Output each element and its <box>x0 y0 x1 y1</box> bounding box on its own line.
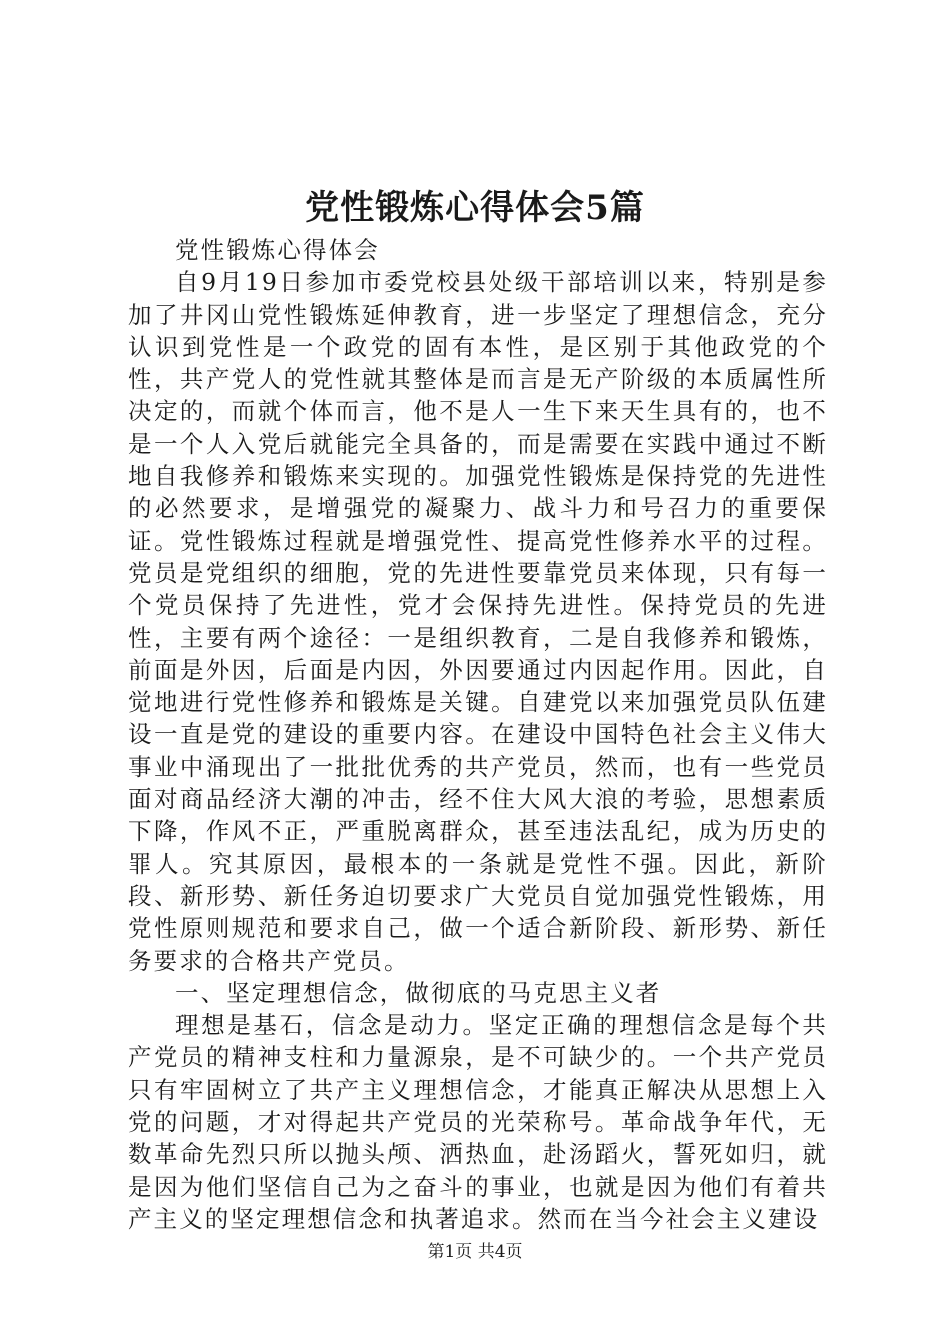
body-paragraph: 自9月19日参加市委党校县处级干部培训以来，特别是参加了井冈山党性锻炼延伸教育，进一步坚定了理想信念，充分认识到党性是一个政党的固有本性，是区别于其他政党的个性，共产党人的党性就其整体是而言是无产阶级的本质属性所决定的，而就个体而言，他不是人一生下来天生具有的，也不是一个人入党后就能完全具备的，而是需要在实践中通过不断地自我修养和锻炼来实现的。加强党性锻炼是保持党的先进性的必然要求，是增强党的凝聚力、战斗力和号召力的重要保证。党性锻炼过程就是增强党性、提高党性修养水平的过程。党员是党组织的细胞，党的先进性要靠党员来体现，只有每一个党员保持了先进性，党才会保持先进性。保持党员的先进性，主要有两个途径：一是组织教育，二是自我修养和锻炼，前面是外因，后面是内因，外因要通过内因起作用。因此，自觉地进行党性修养和锻炼是关键。自建党以来加强党员队伍建设一直是党的建设的重要内容。在建设中国特色社会主义伟大事业中涌现出了一批批优秀的共产党员，然而，也有一些党员面对商品经济大潮的冲击，经不住大风大浪的考验，思想素质下降，作风不正，严重脱离群众，甚至违法乱纪，成为历史的罪人。究其原因，最根本的一条就是党性不强。因此，新阶段、新形势、新任务迫切要求广大党员自觉加强党性锻炼，用党性原则规范和要求自己，做一个适合新阶段、新形势、新任务要求的合格共产党员。 <box>128 268 828 975</box>
section-subtitle: 党性锻炼心得体会 <box>175 236 380 264</box>
section-heading: 一、坚定理想信念，做彻底的马克思主义者 <box>175 978 662 1007</box>
document-title: 党性锻炼心得体会5篇 <box>305 188 645 228</box>
body-paragraph: 理想是基石，信念是动力。坚定正确的理想信念是每个共产党员的精神支柱和力量源泉，是不可缺少的。一个共产党员只有牢固树立了共产主义理想信念，才能真正解决从思想上入党的问题，才对得起共产党员的光荣称号。革命战争年代，无数革命先烈只所以抛头颅、洒热血，赴汤蹈火，誓死如归，就是因为他们坚信自己为之奋斗的事业，也就是因为他们有着共产主义的坚定理想信念和执著追求。然而在当今社会主义建设 <box>128 1011 828 1233</box>
document-body <box>128 234 828 1235</box>
page-footer: 第1页 共4页 <box>427 1242 523 1262</box>
